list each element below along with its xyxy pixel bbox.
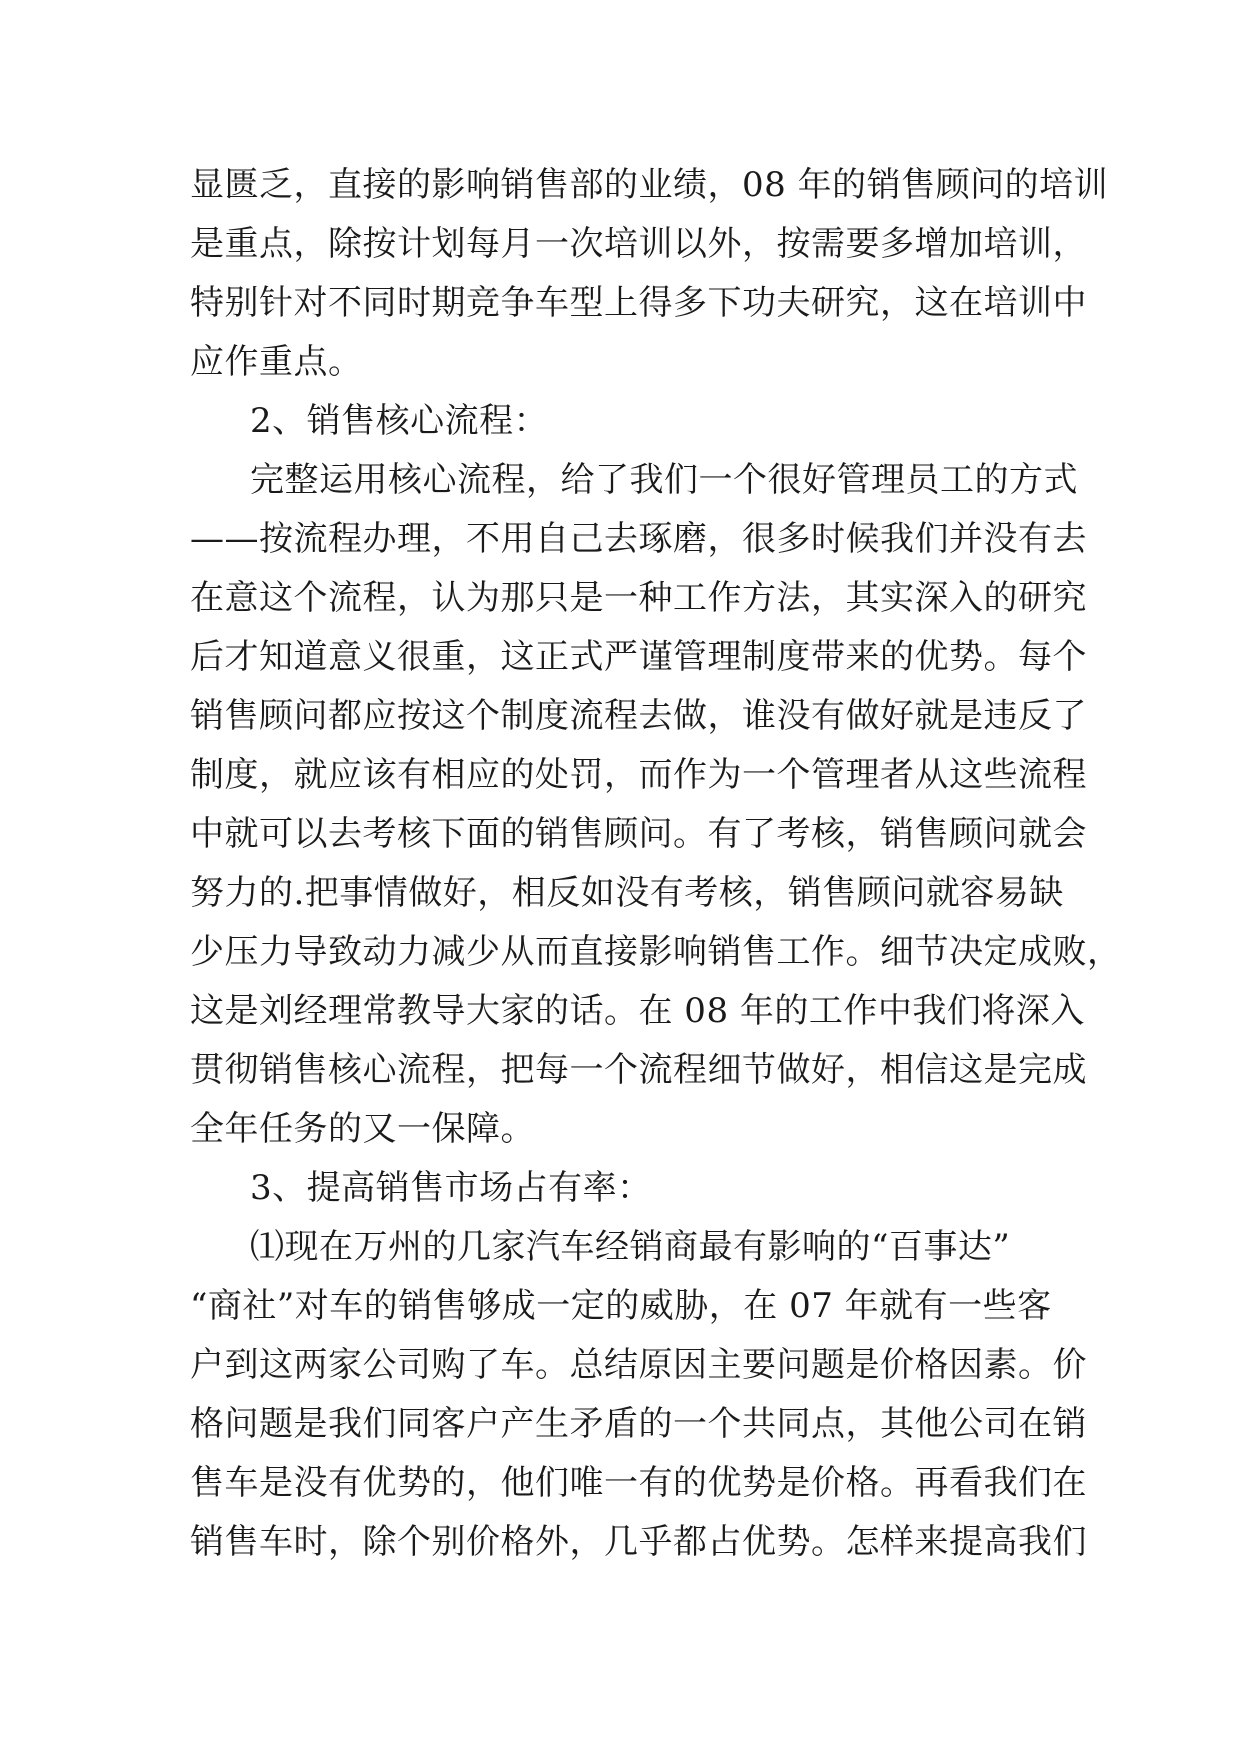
- text-line: 后才知道意义很重，这正式严谨管理制度带来的优势。每个: [190, 637, 1087, 677]
- text-line: 售车是没有优势的，他们唯一有的优势是价格。再看我们在: [190, 1463, 1087, 1503]
- text-line: 这是刘经理常教导大家的话。在 08 年的工作中我们将深入: [190, 991, 1085, 1031]
- text-line: 特别针对不同时期竞争车型上得多下功夫研究，这在培训中: [190, 283, 1087, 323]
- text-line: 努力的.把事情做好，相反如没有考核，销售顾问就容易缺: [190, 873, 1064, 913]
- text-line: 中就可以去考核下面的销售顾问。有了考核，销售顾问就会: [190, 814, 1087, 854]
- text-line: 贯彻销售核心流程，把每一个流程细节做好，相信这是完成: [190, 1050, 1087, 1090]
- text-line: 在意这个流程，认为那只是一种工作方法，其实深入的研究: [190, 578, 1087, 618]
- text-line: 制度，就应该有相应的处罚，而作为一个管理者从这些流程: [190, 755, 1087, 795]
- text-line: 全年任务的又一保障。: [190, 1109, 535, 1149]
- text-line: ——按流程办理，不用自己去琢磨，很多时候我们并没有去: [190, 519, 1087, 559]
- text-line: “商社”对车的销售够成一定的威胁，在 07 年就有一些客: [190, 1286, 1052, 1326]
- text-line: 销售车时，除个别价格外，几乎都占优势。怎样来提高我们: [190, 1522, 1087, 1562]
- text-line: ⑴现在万州的几家汽车经销商最有影响的“百事达”: [250, 1227, 1011, 1267]
- section-heading: 2、销售核心流程：: [250, 401, 549, 441]
- text-line: 少压力导致动力减少从而直接影响销售工作。细节决定成败，: [190, 932, 1122, 972]
- text-line: 销售顾问都应按这个制度流程去做，谁没有做好就是违反了: [190, 696, 1087, 736]
- text-line: 显匮乏，直接的影响销售部的业绩，08 年的销售顾问的培训: [190, 165, 1109, 205]
- text-line: 应作重点。: [190, 342, 363, 382]
- text-line: 是重点，除按计划每月一次培训以外，按需要多增加培训，: [190, 224, 1087, 264]
- section-heading: 3、提高销售市场占有率：: [250, 1168, 652, 1208]
- body-text: [190, 156, 1122, 1572]
- text-line: 格问题是我们同客户产生矛盾的一个共同点，其他公司在销: [190, 1404, 1087, 1444]
- text-line: 户到这两家公司购了车。总结原因主要问题是价格因素。价: [190, 1345, 1087, 1385]
- text-line: 完整运用核心流程，给了我们一个很好管理员工的方式: [250, 460, 1078, 500]
